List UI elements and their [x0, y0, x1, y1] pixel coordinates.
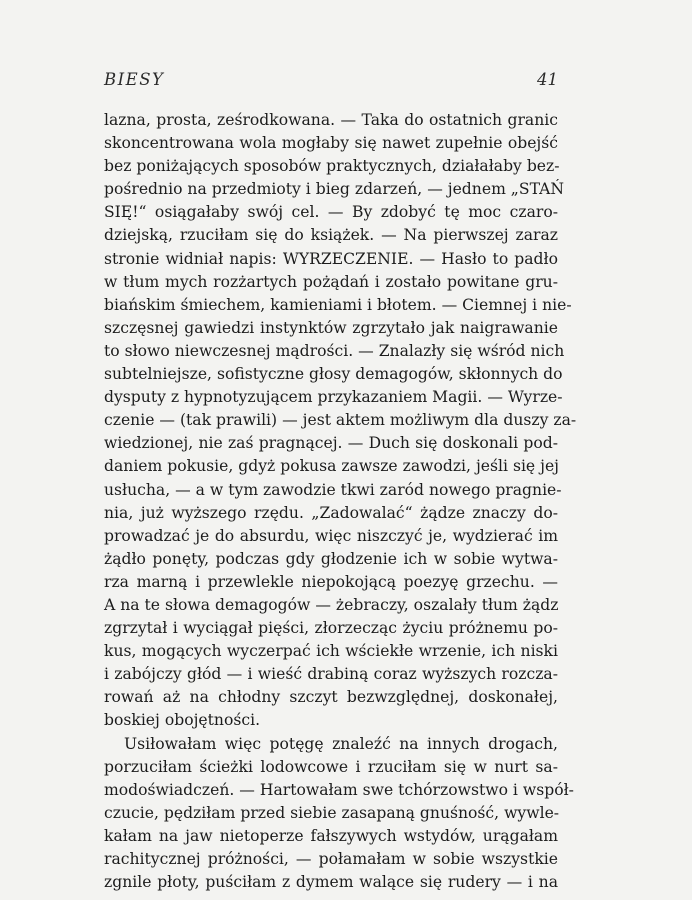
text-line: bez poniżających sposobów praktycznych, działałaby bez-	[104, 157, 560, 176]
text-line: i zabójczy głód — i wieść drabiną coraz wyższych rozcza-	[104, 665, 558, 684]
text-line: stronie widniał napis: WYRZECZENIE. — Hasło to padło	[104, 249, 558, 268]
text-line: SIĘ!“ osiągałaby swój cel. — By zdobyć tę moc czaro-	[104, 203, 558, 222]
text-line: prowadzać je do absurdu, więc niszczyć je, wydzierać im	[104, 526, 558, 545]
text-line: porzuciłam ścieżki lodowcowe i rzuciłam się w nurt sa-	[104, 757, 558, 776]
text-line: szczęsnej gawiedzi instynktów zgrzytało jak naigrawanie	[104, 318, 558, 337]
text-line: lazna, prosta, ześrodkowana. — Taka do ostatnich granic	[104, 111, 558, 129]
text-line: rowań aż na chłodny szczyt bezwzględnej, doskonałej,	[104, 688, 558, 707]
text-line: wiedzionej, nie zaś pragnącej. — Duch się doskonali pod-	[104, 434, 558, 453]
text-line: rachitycznej próżności, — połamałam w sobie wszystkie	[104, 850, 558, 868]
text-line: dysputy z hypnotyzującem przykazaniem Magii. — Wyrze-	[104, 388, 563, 407]
text-line: czucie, pędziłam przed siebie zasapaną gnuśność, wywle-	[104, 803, 560, 822]
book-title: BIESY	[104, 70, 165, 89]
page-number: 41	[537, 70, 558, 89]
paragraph-end-line: boskiej obojętności.	[104, 711, 261, 730]
text-line: zgrzytał i wyciągał pięści, złorzecząc życiu próżnemu po-	[104, 619, 558, 638]
paragraph-first-line: Usiłowałam więc potęgę znaleźć na innych drogach,	[124, 734, 558, 753]
body-text	[104, 109, 577, 894]
running-head	[104, 70, 558, 92]
text-line: rza marną i przewlekle niepokojącą poezyę grzechu. —	[104, 572, 558, 591]
text-line: biańskim śmiechem, kamieniami i błotem. — Ciemnej i nie-	[104, 295, 572, 314]
text-line: to słowo niewczesnej mądrości. — Znalazły się wśród nich	[104, 341, 565, 360]
text-line: kałam na jaw nietoperze fałszywych wstydów, urągałam	[104, 826, 558, 845]
text-line: kus, mogących wyczerpać ich wściekłe wrzenie, ich niski	[104, 642, 558, 661]
text-line: usłucha, — a w tym zawodzie tkwi zaród nowego pragnie-	[104, 480, 562, 499]
text-line: dziejską, rzuciłam się do książek. — Na pierwszej zaraz	[104, 226, 558, 245]
text-line: w tłum mych rozżartych pożądań i zostało powitane gru-	[104, 272, 558, 291]
text-line: skoncentrowana wola mogłaby się nawet zupełnie obejść	[104, 134, 558, 153]
text-line: subtelniejsze, sofistyczne głosy demagogów, skłonnych do	[104, 365, 563, 384]
text-line: pośrednio na przedmioty i bieg zdarzeń, — jednem „STAŃ	[104, 180, 565, 199]
text-line: daniem pokusie, gdyż pokusa zawsze zawodzi, jeśli się jej	[104, 457, 560, 476]
text-line: modoświadczeń. — Hartowałam swe tchórzowstwo i współ-	[104, 780, 574, 799]
text-line: żądło ponęty, podczas gdy głodzenie ich w sobie wytwa-	[104, 549, 558, 568]
text-line: czenie — (tak prawili) — jest aktem możliwym dla duszy za-	[104, 411, 577, 430]
text-line: A na te słowa demagogów — żebraczy, oszalały tłum żądz	[104, 595, 559, 614]
text-line: zgnile płoty, puściłam z dymem walące się rudery — i na	[104, 873, 558, 892]
text-line: nia, już wyższego rzędu. „Zadowalać“ żądze znaczy do-	[104, 503, 558, 522]
